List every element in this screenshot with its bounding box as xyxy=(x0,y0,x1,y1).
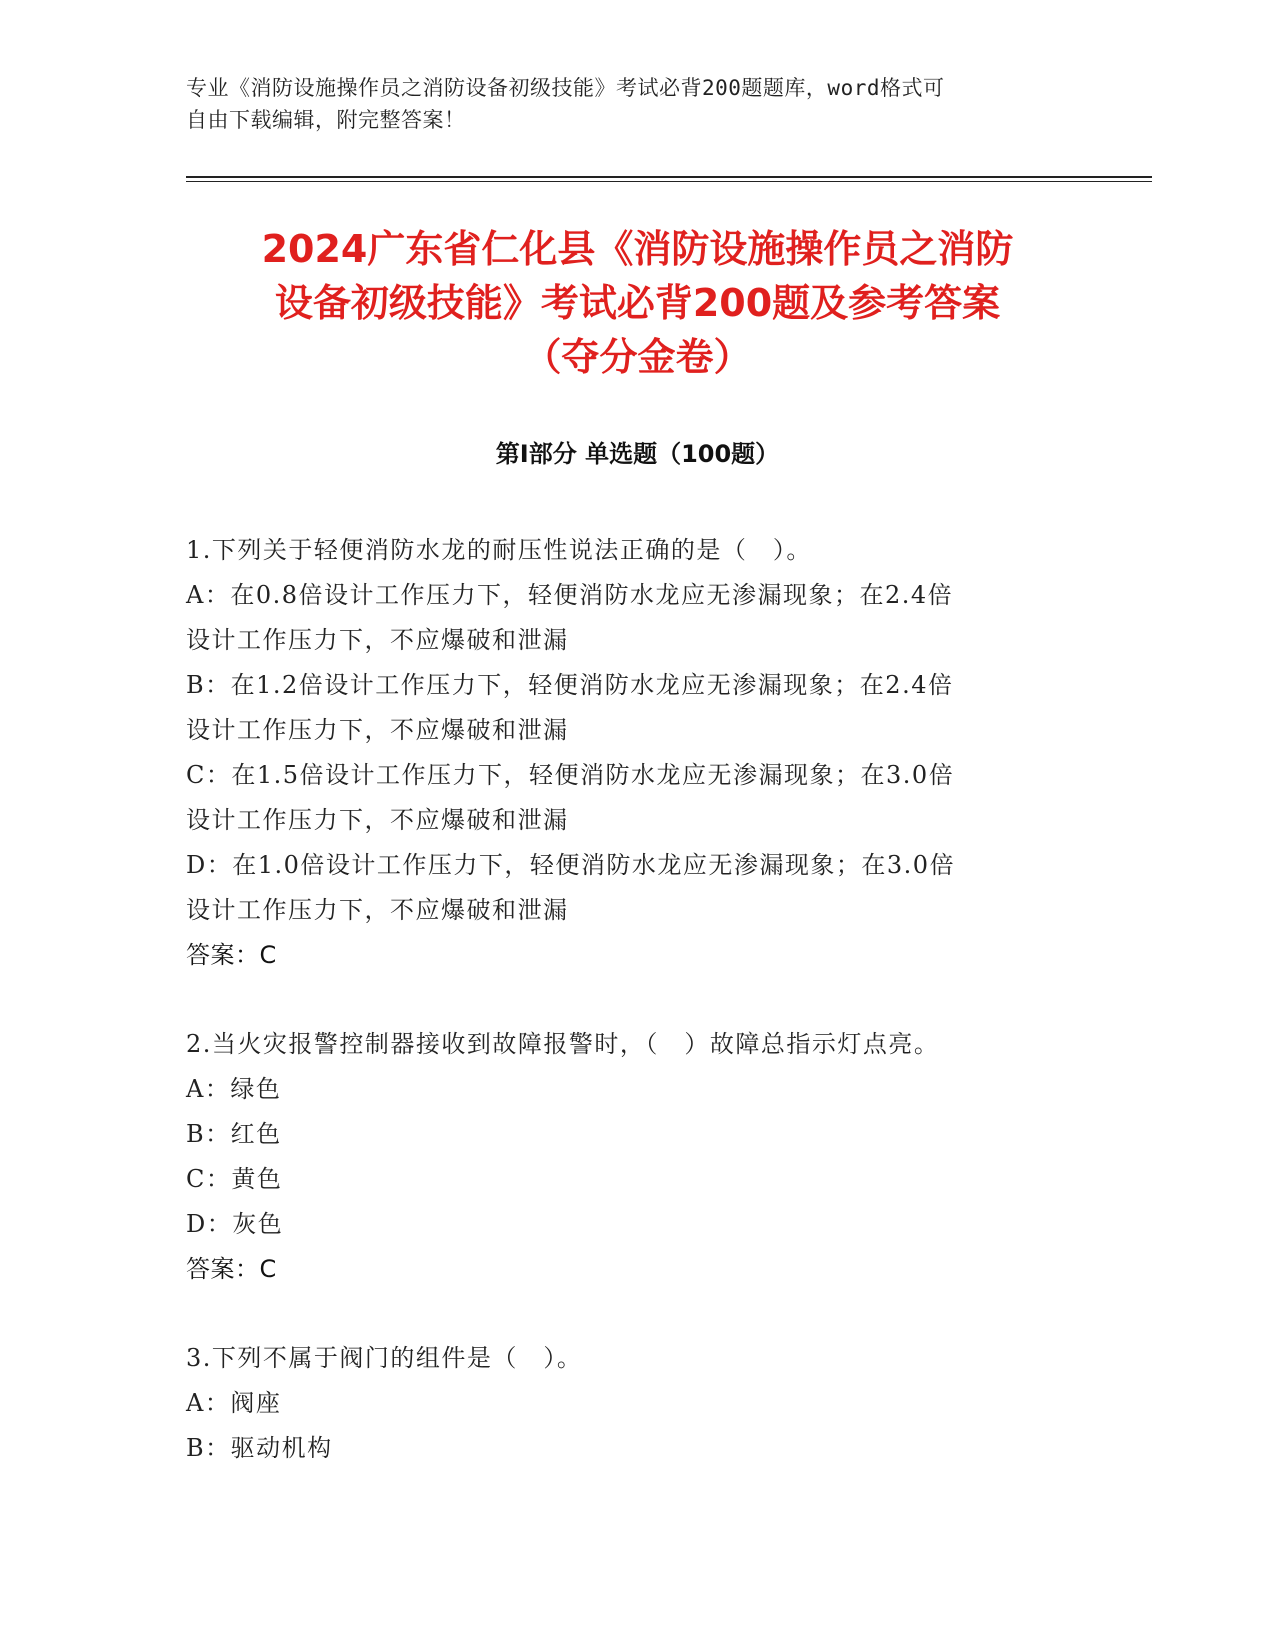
question-stem: 3.下列不属于阀门的组件是（ ）。 xyxy=(186,1344,583,1372)
document-title xyxy=(120,222,1155,384)
answer-line: 答案：C xyxy=(186,1255,277,1283)
option-c-continued: 设计工作压力下，不应爆破和泄漏 xyxy=(186,806,569,834)
option-a: A：在0.8倍设计工作压力下，轻便消防水龙应无渗漏现象；在2.4倍 xyxy=(186,581,954,609)
header-divider-thin xyxy=(186,181,1152,182)
option-c: C：在1.5倍设计工作压力下，轻便消防水龙应无渗漏现象；在3.0倍 xyxy=(186,761,955,789)
option-b-continued: 设计工作压力下，不应爆破和泄漏 xyxy=(186,716,569,744)
option-d: D：在1.0倍设计工作压力下，轻便消防水龙应无渗漏现象；在3.0倍 xyxy=(186,851,956,879)
option-a: A：阀座 xyxy=(186,1389,282,1417)
option-a-continued: 设计工作压力下，不应爆破和泄漏 xyxy=(186,626,569,654)
option-b: B：红色 xyxy=(186,1120,282,1148)
question-3 xyxy=(186,1336,1086,1471)
header-note-line-2: 自由下载编辑，附完整答案！ xyxy=(186,108,466,132)
title-line-1: 2024广东省仁化县《消防设施操作员之消防 xyxy=(261,227,1014,271)
option-b: B：驱动机构 xyxy=(186,1434,333,1462)
option-b: B：在1.2倍设计工作压力下，轻便消防水龙应无渗漏现象；在2.4倍 xyxy=(186,671,954,699)
option-c: C：黄色 xyxy=(186,1165,283,1193)
question-list xyxy=(186,528,1086,1515)
question-1 xyxy=(186,528,1086,978)
option-a: A：绿色 xyxy=(186,1075,282,1103)
header-divider-thick xyxy=(186,176,1152,178)
header-note xyxy=(186,72,1086,136)
header-note-line-1: 专业《消防设施操作员之消防设备初级技能》考试必背200题题库，word格式可 xyxy=(186,76,945,100)
title-line-3: （夺分金卷） xyxy=(523,335,752,379)
question-stem: 1.下列关于轻便消防水龙的耐压性说法正确的是（ ）。 xyxy=(186,536,812,564)
option-d: D：灰色 xyxy=(186,1210,284,1238)
question-2 xyxy=(186,1022,1086,1292)
option-d-continued: 设计工作压力下，不应爆破和泄漏 xyxy=(186,896,569,924)
section-title: 第Ⅰ部分 单选题（100题） xyxy=(495,440,780,468)
answer-line: 答案：C xyxy=(186,941,277,969)
question-stem: 2.当火灾报警控制器接收到故障报警时，（ ）故障总指示灯点亮。 xyxy=(186,1030,940,1058)
title-line-2: 设备初级技能》考试必背200题及参考答案 xyxy=(274,281,1001,325)
